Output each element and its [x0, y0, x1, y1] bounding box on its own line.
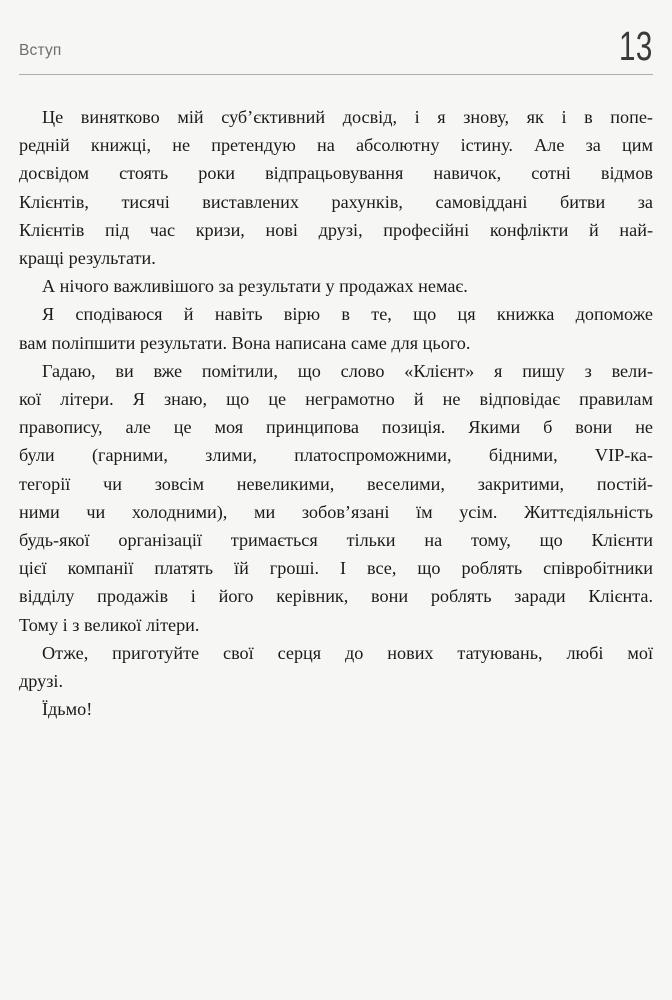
paragraph: [19, 272, 653, 300]
text-line: правопису, але це моя принципова позиція. Якими б вони не: [19, 417, 653, 438]
text-line: Їдьмо!: [42, 699, 93, 720]
text-line: цієї компанії платять їй гроші. І все, що роблять співробітники: [19, 558, 653, 579]
text-line: Клієнтів, тисячі виставлених рахунків, самовіддані битви за: [19, 191, 653, 212]
text-line: А нічого важливішого за результати у продажах немає.: [42, 276, 468, 297]
text-line: Клієнтів під час кризи, нові друзі, професійні конфлікти й най-: [19, 219, 653, 240]
paragraph: [19, 300, 653, 356]
text-line: кращі результати.: [19, 248, 156, 269]
text-line: будь-якої організації тримається тільки на тому, що Клієнти: [19, 530, 653, 551]
body-text: [19, 75, 653, 723]
text-line: редній книжці, не претендую на абсолютну істину. Але за цим: [19, 135, 653, 156]
paragraph: [19, 103, 653, 272]
text-line: тегорії чи зовсім невеликими, веселими, закритими, постій-: [19, 473, 653, 494]
text-line: кої літери. Я знаю, що це неграмотно й не відповідає правилам: [19, 389, 653, 410]
text-line: досвідом стоять роки відпрацьовування навичок, сотні відмов: [19, 163, 653, 184]
text-line: друзі.: [19, 671, 63, 692]
paragraph: [19, 357, 653, 639]
text-line: були (гарними, злими, платоспроможними, бідними, VIP-ка-: [19, 445, 653, 466]
paragraph: [19, 695, 653, 723]
text-line: Гадаю, ви вже помітили, що слово «Клієнт» я пишу з вели-: [42, 360, 653, 381]
text-line: вам поліпшити результати. Вона написана саме для цього.: [19, 332, 471, 353]
text-line: Тому і з великої літери.: [19, 614, 200, 635]
page-number: 13: [619, 23, 653, 69]
text-line: Це винятково мій суб’єктивний досвід, і я знову, як і в попе-: [42, 107, 653, 127]
header-rule: [19, 74, 653, 75]
page-header: [19, 0, 653, 75]
text-line: Отже, приготуйте свої серця до нових татуювань, любі мої: [42, 642, 653, 663]
text-line: ними чи холодними), ми зобов’язані їм усім. Життєдіяльність: [19, 501, 653, 522]
paragraph: [19, 639, 653, 695]
text-line: Я сподіваюся й навіть вірю в те, що ця книжка допоможе: [42, 304, 653, 325]
text-line: відділу продажів і його керівник, вони роблять заради Клієнта.: [19, 586, 653, 607]
running-head: Вступ: [19, 41, 62, 59]
